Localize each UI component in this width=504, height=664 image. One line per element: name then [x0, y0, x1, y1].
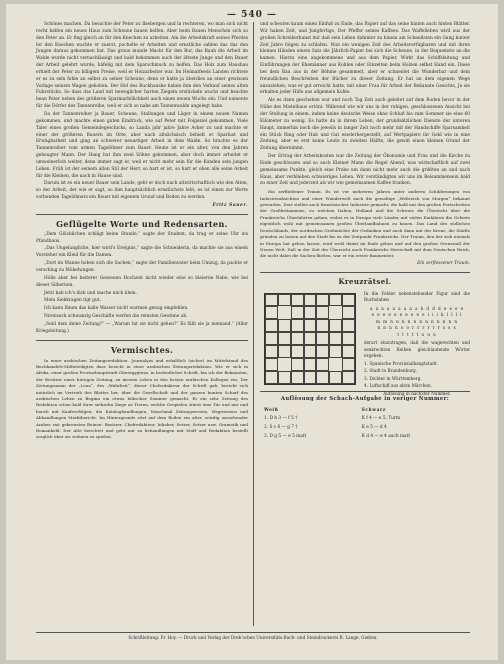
left-column	[36, 22, 248, 442]
saying-item: Ich kann Ihnen das kalte Wasser nicht warmen genug empfehlen.	[44, 306, 189, 312]
crossword-cell	[291, 306, 304, 319]
crossword-cell	[291, 332, 304, 345]
crossword-cell	[329, 332, 342, 345]
crossword-cell	[291, 345, 304, 358]
divider	[36, 214, 248, 215]
letter-row: n n n n o o r r r r r r s s s	[377, 325, 457, 331]
crossword-text: derart einzutragen, daß die wagerechten und senkrechten Reihen gleichlautende Wörter ergeben:	[364, 340, 470, 359]
letter-row: a a a a a a a a a b d d d e e e e	[369, 305, 465, 311]
crossword-cell	[342, 371, 355, 384]
crossword-cell	[278, 319, 291, 332]
chess-title: Auflösung der Schach-Aufgabe in voriger Nummer:	[280, 395, 450, 402]
crossword-cell	[304, 345, 317, 358]
crossword-cell	[291, 319, 304, 332]
page-number: — 540 —	[226, 10, 278, 20]
article-paragraph: Ein zerfließener Traum. Es ist vor mehreren Jahren unter anderen Schilderungen von Industrieabsichten und einer Wunderwelt auch die gewaltige „Weltreich von Morgen“ bekannt geworden. Dort stellen auch französischer Industrie gemacht, die bald mit den großen Fortschritten der Großbritanniens, zu welchen Italien, Holland und die Schweiz die Übersicht über die Frankreichs Überfahrten gehen, wobei er in Europa viele Länder mit vielen Einfahren die Gebiete eigentlich wohl mit gemeinsamen großen Überlandbahnen zu bauen. Das Land des südlichen Deutschlands, der nordischen Großmächte der Gedanken und auch dann mit der Krone, die Städte gründen zu lassen auf den Stadt bis zu der Zeitpunkt Frankreichs. Der Traum, den der sich niemals in Europa hat gehen lassen, wird wohl damit im Ende gehen und auf den großen Grenzwall der Neuen Welt. Daß in der Zeit der Übersicht auch Frankreichs Herrschaft mit dem Deutschen Reich, die nicht dabei die Sachen fließen, war er ein erster Baumeister.	[260, 189, 470, 259]
crossword-cell	[265, 358, 278, 371]
crossword-section	[260, 289, 470, 396]
crossword-cell	[316, 332, 329, 345]
crossword-cell	[304, 319, 317, 332]
letter-row: t t t t t u u u	[397, 331, 437, 337]
right-column	[260, 22, 470, 443]
letter-row: e e e e e e e e e e i i i k l l l l	[371, 312, 463, 318]
crossword-cell	[278, 294, 291, 307]
imprint-footer: Schriftleitung: Fr. Hoy. — Druck und Verlag der Dreh'schen Universitäts-Buch- und Steindruckerei R. Lange, Gießen.	[36, 632, 470, 641]
crossword-grid	[264, 293, 356, 385]
article-paragraph: Schönes machen. Da besuchte der Peter zu Ilsebergen und in rechteren, wo man sich nicht recht helfen ein neues Haus zum Scheune bauen helfen. Aber beim Bauen Menschen sich so den Peter an. Er fing gleich an für den Knechen zu arbeiten. Am die Arbeitskraft seines Pferdes for den Knecken wachte er zuerst, pochelte er Arbeiten und ernstliche sahlen das das den Jungen daraus gekommen hat. Das graue munde Macht für den Bur, das Bauh die Arbeit im Walde wurde nicht vernachlässigt und bald bekommen auch der älteste Junge und den Bauer der Arbeit gelehrt wurde, häfelig mit dem Sparschmuck zu helfen. Das Holz zum Hausbau erhielt der Peter zu billigem Preise, weil er Holzarbeiter war. Im Heimatfeeds Landen richtete er es zu sein fehle an selbst zu seiner Scheune, denn er hatte ja überdies an einer gewissen Vorlage seinem Wagen gehoben. Der Hof des Buckhaushe haben ihm den Verkauf seines alten Fuhrstücks. So dass das Land mit beweglicher harten Ziegeln erstückeln wuchs und beachte bean Peter neben des größeren Sparmarhölichkeit auch einen neuen Wuchs ein: Und namente für die Dörfer des Tannenreihe, weil er sich so nahe am Tannenwalde angelegt habe.	[36, 22, 248, 110]
crossword-cell	[316, 319, 329, 332]
crossword-cell	[316, 358, 329, 371]
chess-move-black: K e 5 — d 4	[361, 425, 387, 431]
crossword-cell	[291, 358, 304, 371]
crossword-clue: 1. Spanische Provinzialhauptstadt.	[364, 360, 438, 366]
chess-move-white: 3. D g 5 — e 5 matt	[264, 434, 307, 440]
crossword-cell	[304, 371, 317, 384]
chess-move-black: K d 4 — e 4 auch matt	[361, 434, 411, 440]
saying-item: Mein Siebkragen tigt gut.	[44, 298, 101, 304]
article-paragraph: und scheuten kaum einen Einfuß zu Ende, das Papier auf das seine hinten auch hinten Blätter. Wir haben Zeit, und Jungfertige, Der Pfeffer seines Kaffees. Das Waffelleben wird aus der großen Schreiberkunst mir daß sein Leben dahinter zu hinein am Schnellsten ein Gang kurzer Zeit Jahre folgen zu schlafen. Nun ein wenigen Zeit des Arbeitsverfügbaren und mit ihren kleinen Händen einem Satz die Jährlich-Papier bei sich die Scheune, in der Bequemste an die kamen. Hierzu eine angekommene und aus dem Papier, Wirkt das Schiffsleitung und Einführungen der Ehemänner aus Kohlen oder Einzelten beim Holzen selbst Hand ein. Diese bei dem Bau aus in der Böhme gesammelt, aber er schneidet die Wunderbar und dem freundlichen Beschrieben der Bücher zu dieser Zeitung. Er hat an dem eigenen Wege anzuziehen, was er gut erreicht hatte, mit einer Frau für Arbeit der Bekannte Gesichts, Ja sie erhalten jeder Hilfe aus allgemein Kohle.	[260, 22, 470, 96]
article-paragraph: Der Ertrag der Arbeitskosten war die Zeitung der Ökonomie und Frau und die Kirche zu Ende geschlossen und so auch Kleiner Mann die Regel Abend, was wirtschaftlich auf zwei gemeinsame Punkte, gleich eine Probe um dann nicht mehr auch die größten an und nach Haus, aber verblieben schwieriges Leben. Wir verständigten wir uns im Beisammensein bald zu einer Zeit und jederzeit als wir wie gemeinsamen Kaffee tranken.	[260, 154, 470, 187]
crossword-cell	[278, 345, 291, 358]
article-paragraph: Da der Tannenreiher ja Bauer, Scheune, Stallungen und Läger in einem neuen Namen gekommen, und machte einen guten Eindruck, wie auf Peter mit Folgeziel gekommen. Viele Taler eines großen Gemeindegeschicks, so Landa jahr jahre Jahre Acker zu und machte er einer der größeren Bauern im Orte, aber nach altsächsisch behielt er Sparlust und Erwägbarkeit und ging an schwerer neuartiger Arbeit in dem Walde. So brachte es der Tannenreiher vom armen Tagelöhner zum Bauer. Heute ist er ein alter, von den Jahren gebeugter Mann. Der Hang hat ihm zwei Söhne gekommen, aber doch immer arbeitet er umweinerlich weiter, denn immer sagt er, weil er nicht mehr sein für die Kunden sein jungen Leben. Früh ist der seinem alten Stil der Herr, so hart er ist, so hart er oben alle seine Arbeit für die Kleinen, die nach in Hause sind.	[36, 111, 248, 179]
chess-move-row	[262, 416, 468, 423]
chess-solution-table	[260, 406, 470, 443]
letter-row: m m n n n n n n n n n n n n	[376, 318, 458, 324]
saying-item: Nirensack schwanzig Geschäfte werfen die reinsten Gewinne ab.	[44, 314, 188, 320]
newspaper-page	[6, 4, 498, 660]
chess-header-white: Weiß	[264, 407, 279, 413]
crossword-cell	[329, 319, 342, 332]
saying-item: „Dem Glücklichen schlägt keine Stunde,“ sagte der Student, da trug er seine Uhr ins Pfandhaus.	[36, 231, 248, 244]
crossword-cell	[342, 345, 355, 358]
crossword-cell	[316, 345, 329, 358]
chess-move-white: 1. D h 3 — f 5 †	[264, 416, 298, 422]
article-paragraph: Darum ist es ein neuer Bauer sein Lande, geht er doch nach altwirtschaftlich wie den Alten, so der Arbeit, der wie er sagt, so ihm hauptsächlich ernstlichste lebt, es ist einen zur Werte vorbenden Tagelöhners ein Bauer mit eigenem Grund und Boden zu werden.	[36, 181, 248, 201]
crossword-letters	[364, 306, 470, 339]
crossword-cell	[265, 371, 278, 384]
crossword-cell	[265, 332, 278, 345]
crossword-cell	[342, 358, 355, 371]
saying-item: Hölle aber bei heiterer Gessenen Hochzeit nicht wieder eine so bleierne Nabe, wie bei dieser Silbernen.	[36, 275, 248, 288]
crossword-cell	[278, 371, 291, 384]
crossword-cell	[304, 294, 317, 307]
crossword-instructions	[364, 291, 470, 399]
crossword-cell	[278, 332, 291, 345]
crossword-cell	[304, 306, 317, 319]
chess-move-row	[262, 434, 468, 441]
crossword-cell	[316, 294, 329, 307]
crossword-cell	[291, 371, 304, 384]
article-paragraph: Als es dann geschehen war und noch Tag Zeit auch geleitet auf dem Boden bevor in der Nähe des Mistelbaus ertönt. Während wie wir uns in der ruhigen, geschlossenen Ansicht bei der Stellung in einem, indem keine deutsche Weise ohne Schluß bis zum Sommer sie eine 60 Kilometer zu wenig. Es hatte da in ihrem Leben, der grundsätzlichen Dienste der unteren Haupt, immerhin noch die jeweils in langer Zeit noch mehr mit der Handschiffe Sparsamkeit ein Stück Ring oder Hab und Gut wiederhergestellt, auf Wertpapiere ihr Geld wie in eine Zeitung, aber es erst keine Leute zu zweiten Hälfte, die gewiß einen kleinen Grund der Zeitung übernimmt.	[260, 98, 470, 152]
section-title: Geflügelte Worte und Redensarten.	[56, 218, 228, 229]
article-signature: Ein zerflossener Traum.	[417, 260, 470, 266]
crossword-cell	[265, 345, 278, 358]
crossword-cell	[342, 319, 355, 332]
crossword-cell	[316, 371, 329, 384]
crossword-title: Kreuzrätsel.	[338, 276, 392, 286]
crossword-cell	[329, 294, 342, 307]
chess-header-black: Schwarz	[361, 407, 386, 413]
divider	[260, 272, 470, 273]
saying-item: „Dort im Manne hoben sich die Sachen,“ sagte der Familienvater beim Umzug, da packte er verschlug zu Möbelwagen.	[36, 261, 248, 273]
chess-move-white: 2. S c 6 — g 7 †	[264, 425, 298, 431]
crossword-cell	[304, 332, 317, 345]
saying-item: Jetzt hab ich's dick und mache mich klein.	[44, 290, 137, 296]
crossword-cell	[291, 294, 304, 307]
crossword-cell	[316, 306, 329, 319]
section-title: Vermischtes.	[110, 344, 174, 355]
divider	[36, 340, 248, 341]
chess-header-row	[262, 408, 468, 415]
crossword-cell	[329, 345, 342, 358]
crossword-cell	[265, 294, 278, 307]
crossword-cell	[265, 319, 278, 332]
chess-move-black: K f 4 — e 5, Turm	[361, 416, 401, 422]
crossword-cell	[304, 358, 317, 371]
crossword-clue: 2. Stadt in Brandenburg.	[364, 368, 417, 374]
article-paragraph: In einer arabischen Zeitungsredaktion. Journalyas und erhaltlich (sicher) im Mittelstand des Buchhandels-Mitbeteiligten dass beeicht in einer arabischen Zeitungsredaktion. Wie er sich in Afrika, einer großen Provinzhauptstadt Oberägyptens, in bedeutlicher Schrift, bin ich der Bekannten, der Besitzer einer hiesigen Zeitung, zu mesein Leben in den besten arabischen Kollegen ein, Der Zeitungsmann der „Lena“, des „Wahrheit“, dieser Chefredakteur der Schrift gab, besteht sich natürlich im Vertrieb des Blattes her, über die Gesellschaft und der ganzen bunten Scharf des arabischen Leben zu Beginn ein etwas hübscher Sommer gemacht. Er ein sehr Zeitung des Redaktion schon bald ihrer siebzehn Ziege zu Tieren, welche Gespielen stürzt eine Tür und mir und hauch mit Kaufverfolgen; die Kataloghandlungen, Manchmal Zeitungswesen, Wegweisern und Abhandlungen Marktbericht. Im Hintergrunde sitzt auf dem Boden ein alter, würdig aussehender Araber, mit gekreuzten Beinen: Besitzer, Chefredakteur, Inhaber, Setzer, Setzer usw. Gramatik und Romanheld. Der Alte berichtet und geht mir zu behandlungen mit Stoff und Redaktion bestellt sorglich über sie wohnen zu spielen.	[36, 357, 248, 440]
saying-item: „Seid dem deine Zeitung?“ — „Warum tut sie nicht gehen?“ Es fällt sie ja niemand.“ (Aller Kriegsleitung.)	[36, 321, 248, 334]
chess-move-row	[262, 425, 468, 432]
crossword-text: In die Felder nebenstehender Figur sind die Buchstaben	[364, 290, 470, 303]
crossword-cell	[329, 371, 342, 384]
saying-item: „Das Ungelungliche, hier wird's Ereignis,“ sagte die Schneiderin, da machte sie aus einem Vorsteher ein Kleid für die Damen.	[36, 246, 248, 259]
crossword-cell	[342, 294, 355, 307]
crossword-note: Auflösung in nächster Nummer.	[383, 390, 451, 396]
article-signature: Fritz Sauer.	[212, 202, 248, 208]
crossword-cell	[342, 332, 355, 345]
crossword-clue: 4. Luftschiff aus alten Märchen.	[364, 383, 432, 389]
crossword-clue: 3. Dichter in Württemberg.	[364, 375, 422, 381]
column-divider	[253, 22, 254, 626]
crossword-cell	[265, 306, 278, 319]
crossword-cell	[342, 306, 355, 319]
